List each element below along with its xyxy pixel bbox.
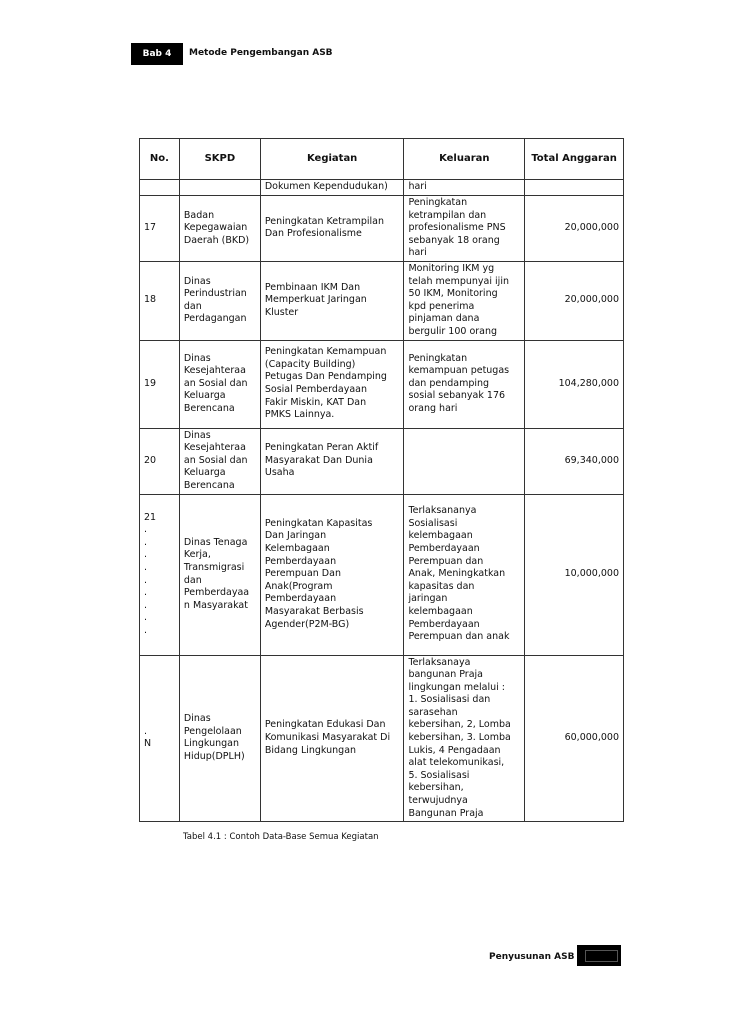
cell-kegiatan: Peningkatan Peran Aktif Masyarakat Dan Dunia Usaha [260,428,404,494]
cell-total: 69,340,000 [525,428,624,494]
chapter-title: Metode Pengembangan ASB [189,48,333,58]
cell-kegiatan: Pembinaan IKM Dan Memperkuat Jaringan Kluster [260,261,404,340]
cell-keluaran: hari [404,180,525,196]
table-row [140,340,624,428]
cell-no: 19 [140,340,180,428]
table-row [140,655,624,822]
table-header-row [140,139,624,180]
cell-total: 104,280,000 [525,340,624,428]
chapter-badge: Bab 4 [131,43,183,65]
footer-label: Penyusunan ASB [489,952,575,962]
cell-skpd [179,180,260,196]
cell-skpd: Dinas Kesejahteraa an Sosial dan Keluarga Berencana [179,340,260,428]
cell-skpd: Dinas Tenaga Kerja, Transmigrasi dan Pemberdayaa n Masyarakat [179,494,260,655]
cell-no: 17 [140,196,180,262]
cell-keluaran: Peningkatan kemampuan petugas dan pendamping sosial sebanyak 176 orang hari [404,340,525,428]
cell-no: 21 . . . . . . . . . [140,494,180,655]
cell-kegiatan: Peningkatan Kemampuan (Capacity Building) Petugas Dan Pendamping Sosial Pemberdayaan Fakir Miskin, KAT Dan PMKS Lainnya. [260,340,404,428]
cell-total: 20,000,000 [525,261,624,340]
cell-total: 10,000,000 [525,494,624,655]
cell-keluaran [404,428,525,494]
cell-kegiatan: Peningkatan Edukasi Dan Komunikasi Masyarakat Di Bidang Lingkungan [260,655,404,822]
table-row [140,494,624,655]
cell-total: 60,000,000 [525,655,624,822]
cell-keluaran: Terlaksanaya bangunan Praja lingkungan melalui : 1. Sosialisasi dan sarasehan kebersihan, 2, Lomba kebersihan, 3. Lomba Lukis, 4 Pengadaan alat telekomunikasi, 5. Sosialisasi kebersihan, terwujudnya Bangunan Praja [404,655,525,822]
page-number-frame [585,950,618,962]
cell-no: . N [140,655,180,822]
cell-skpd: Dinas Kesejahteraa an Sosial dan Keluarga Berencana [179,428,260,494]
cell-skpd: Dinas Pengelolaan Lingkungan Hidup(DPLH) [179,655,260,822]
table-row [140,428,624,494]
activity-table [139,138,624,822]
cell-keluaran: Monitoring IKM yg telah mempunyai ijin 50 IKM, Monitoring kpd penerima pinjaman dana bergulir 100 orang [404,261,525,340]
cell-total: 20,000,000 [525,196,624,262]
cell-no: 20 [140,428,180,494]
cell-no: 18 [140,261,180,340]
cell-kegiatan: Peningkatan Kapasitas Dan Jaringan Kelembagaan Pemberdayaan Perempuan Dan Anak(Program Pemberdayaan Masyarakat Berbasis Agender(P2M-BG) [260,494,404,655]
table-row [140,261,624,340]
cell-no [140,180,180,196]
cell-keluaran: Terlaksananya Sosialisasi kelembagaan Pemberdayaan Perempuan dan Anak, Meningkatkan kapasitas dan jaringan kelembagaan Pemberdayaan Perempuan dan anak [404,494,525,655]
cell-total [525,180,624,196]
cell-kegiatan: Dokumen Kependudukan) [260,180,404,196]
table-row [140,196,624,262]
cell-skpd: Badan Kepegawaian Daerah (BKD) [179,196,260,262]
col-header-keluaran: Keluaran [404,139,525,180]
table-row [140,180,624,196]
cell-skpd: Dinas Perindustrian dan Perdagangan [179,261,260,340]
col-header-no: No. [140,139,180,180]
col-header-total: Total Anggaran [525,139,624,180]
table-caption: Tabel 4.1 : Contoh Data-Base Semua Kegiatan [183,832,379,842]
cell-keluaran: Peningkatan ketrampilan dan profesionalisme PNS sebanyak 18 orang hari [404,196,525,262]
col-header-kegiatan: Kegiatan [260,139,404,180]
cell-kegiatan: Peningkatan Ketrampilan Dan Profesionalisme [260,196,404,262]
col-header-skpd: SKPD [179,139,260,180]
